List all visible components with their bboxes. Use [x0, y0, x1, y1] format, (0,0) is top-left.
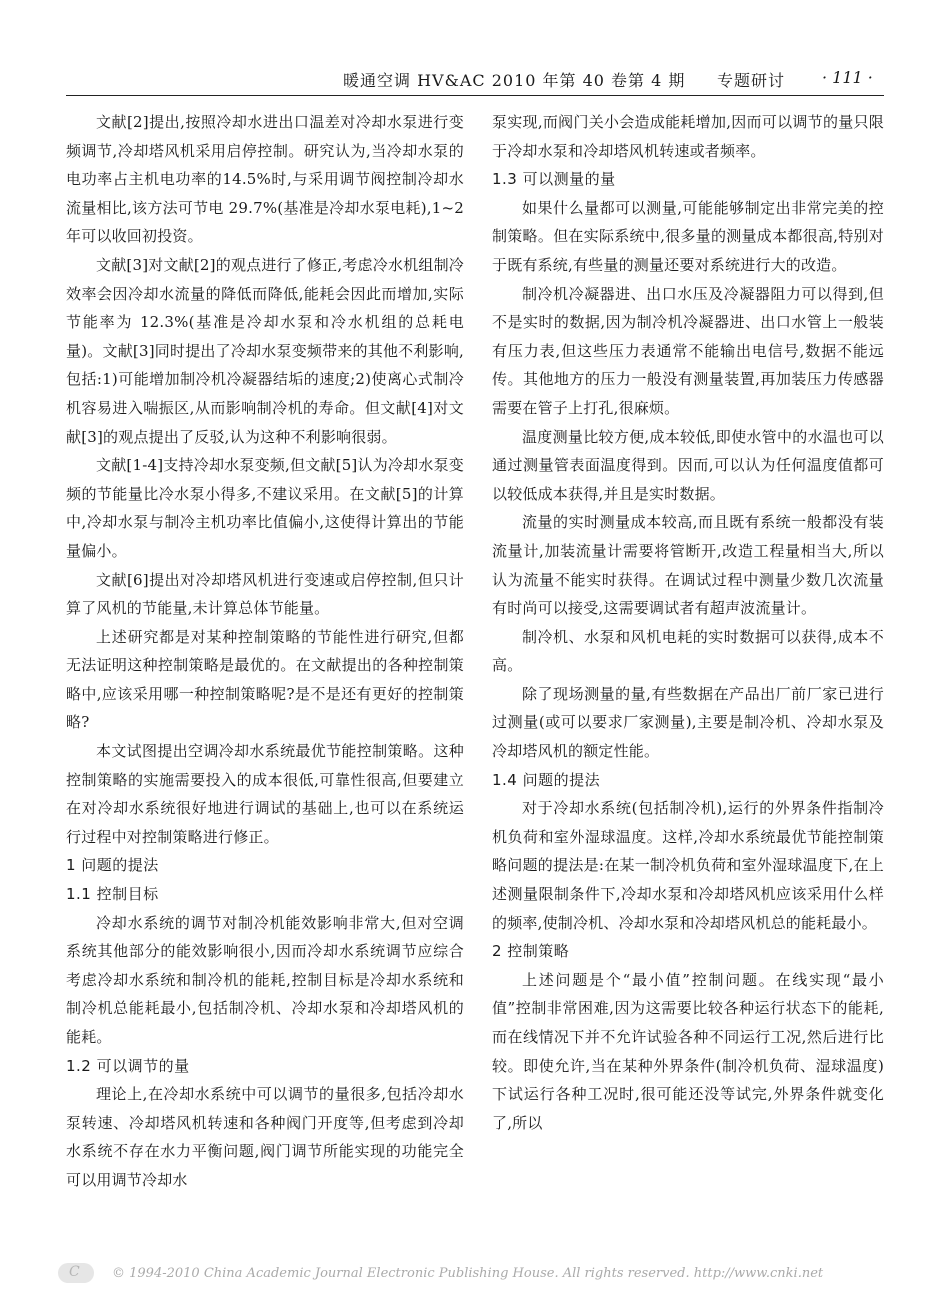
body-paragraph: 泵实现,而阀门关小会造成能耗增加,因而可以调节的量只限于冷却水泵和冷却塔风机转速或者频率。 — [492, 113, 884, 160]
body-paragraph: 制冷机、水泵和风机电耗的实时数据可以获得,成本不高。 — [492, 627, 884, 675]
body-paragraph: 流量的实时测量成本较高,而且既有系统一般都没有装流量计,加装流量计需要将管断开,改造工程量相当大,所以认为流量不能实时获得。在调试过程中测量少数几次流量有时尚可以接受,这需要调试者有超声波流量计。 — [492, 513, 884, 618]
copyright-footer: © 1994-2010 China Academic Journal Electronic Publishing House. All rights reserved. http://www.cnki.net — [112, 1266, 824, 1281]
body-paragraph: 对于冷却水系统(包括制冷机),运行的外界条件指制冷机负荷和室外湿球温度。这样,冷却水系统最优节能控制策略问题的提法是:在某一制冷机负荷和室外湿球温度下,在上述测量限制条件下,冷却水泵和冷却塔风机应该采用什么样的频率,使制冷机、冷却水泵和冷却塔风机总的能耗最小。 — [492, 799, 884, 932]
body-paragraph: 如果什么量都可以测量,可能能够制定出非常完美的控制策略。但在实际系统中,很多量的测量成本都很高,特别对于既有系统,有些量的测量还要对系统进行大的改造。 — [492, 198, 884, 274]
body-paragraph: 文献[2]提出,按照冷却水进出口温差对冷却水泵进行变频调节,冷却塔风机采用启停控制。研究认为,当冷却水泵的电功率占主机电功率的14.5%时,与采用调节阀控制冷却水流量相比,该方法可节电 29.7%(基准是冷却水泵电耗),1~2年可以收回初投资。 — [66, 113, 464, 246]
page-header — [0, 68, 950, 94]
left-column — [66, 108, 464, 1195]
body-paragraph: 文献[6]提出对冷却塔风机进行变速或启停控制,但只计算了风机的节能量,未计算总体节能量。 — [66, 570, 464, 618]
body-paragraph: 上述问题是个“最小值”控制问题。在线实现“最小值”控制非常困难,因为这需要比较各种运行状态下的能耗,而在线情况下并不允许试验各种不同运行工况,然后进行比较。即使允许,当在某种外界条件(制冷机负荷、湿球温度)下试运行各种工况时,很可能还没等试完,外界条件就变化了,所以 — [492, 970, 884, 1132]
section-heading: 1.2 可以调节的量 — [66, 1056, 190, 1075]
section-heading: 1.4 问题的提法 — [492, 770, 601, 789]
body-paragraph: 上述研究都是对某种控制策略的节能性进行研究,但都无法证明这种控制策略是最优的。在文献提出的各种控制策略中,应该采用哪一种控制策略呢?是不是还有更好的控制策略? — [66, 627, 464, 732]
right-column — [492, 108, 884, 1137]
section-heading: 1.1 控制目标 — [66, 885, 159, 904]
body-paragraph: 文献[1-4]支持冷却水泵变频,但文献[5]认为冷却水泵变频的节能量比冷水泵小得多,不建议采用。在文献[5]的计算中,冷却水泵与制冷主机功率比值偏小,这使得计算出的节能量偏小。 — [66, 456, 464, 560]
body-paragraph: 除了现场测量的量,有些数据在产品出厂前厂家已进行过测量(或可以要求厂家测量),主要是制冷机、冷却水泵及冷却塔风机的额定性能。 — [492, 684, 884, 761]
section-title: 专题研讨 — [717, 71, 786, 90]
cnki-logo — [58, 1263, 94, 1283]
header-rule — [66, 95, 884, 96]
cnki-logo-text: C — [69, 1264, 80, 1280]
body-paragraph: 制冷机冷凝器进、出口水压及冷凝器阻力可以得到,但不是实时的数据,因为制冷机冷凝器进、出口水管上一般装有压力表,但这些压力表通常不能输出电信号,数据不能远传。其他地方的压力一般没有测量装置,再加装压力传感器需要在管子上打孔,很麻烦。 — [492, 284, 884, 417]
body-paragraph: 本文试图提出空调冷却水系统最优节能控制策略。这种控制策略的实施需要投入的成本很低,可靠性很高,但要建立在对冷却水系统很好地进行调试的基础上,也可以在系统运行过程中对控制策略进行修正。 — [66, 742, 464, 846]
body-paragraph: 冷却水系统的调节对制冷机能效影响非常大,但对空调系统其他部分的能效影响很小,因而冷却水系统调节应综合考虑冷却水系统和制冷机的能耗,控制目标是冷却水系统和制冷机总能耗最小,包括制冷机、冷却水泵和冷却塔风机的能耗。 — [66, 913, 464, 1046]
journal-title: 暖通空调 HV&AC 2010 年第 40 卷第 4 期 — [343, 71, 686, 90]
body-paragraph: 理论上,在冷却水系统中可以调节的量很多,包括冷却水泵转速、冷却塔风机转速和各种阀门开度等,但考虑到冷却水系统不存在水力平衡问题,阀门调节所能实现的功能完全可以用调节冷却水 — [66, 1085, 464, 1189]
body-paragraph: 文献[3]对文献[2]的观点进行了修正,考虑冷水机组制冷效率会因冷却水流量的降低而降低,能耗会因此而增加,实际节能率为 12.3%(基准是冷却水泵和冷水机组的总耗电量)。文献[3]同时提出了冷却水泵变频带来的其他不利影响,包括:1)可能增加制冷机冷凝器结垢的速度;2)使离心式制冷机容易进入喘振区,从而影响制冷机的寿命。但文献[4]对文献[3]的观点提出了反驳,认为这种不利影响很弱。 — [66, 255, 464, 446]
page-number: · 111 · — [822, 68, 873, 87]
body-paragraph: 温度测量比较方便,成本较低,即使水管中的水温也可以通过测量管表面温度得到。因而,可以认为任何温度值都可以较低成本获得,并且是实时数据。 — [492, 427, 884, 503]
section-heading: 1.3 可以测量的量 — [492, 170, 616, 189]
section-heading: 2 控制策略 — [492, 942, 570, 961]
section-heading: 1 问题的提法 — [66, 856, 159, 875]
